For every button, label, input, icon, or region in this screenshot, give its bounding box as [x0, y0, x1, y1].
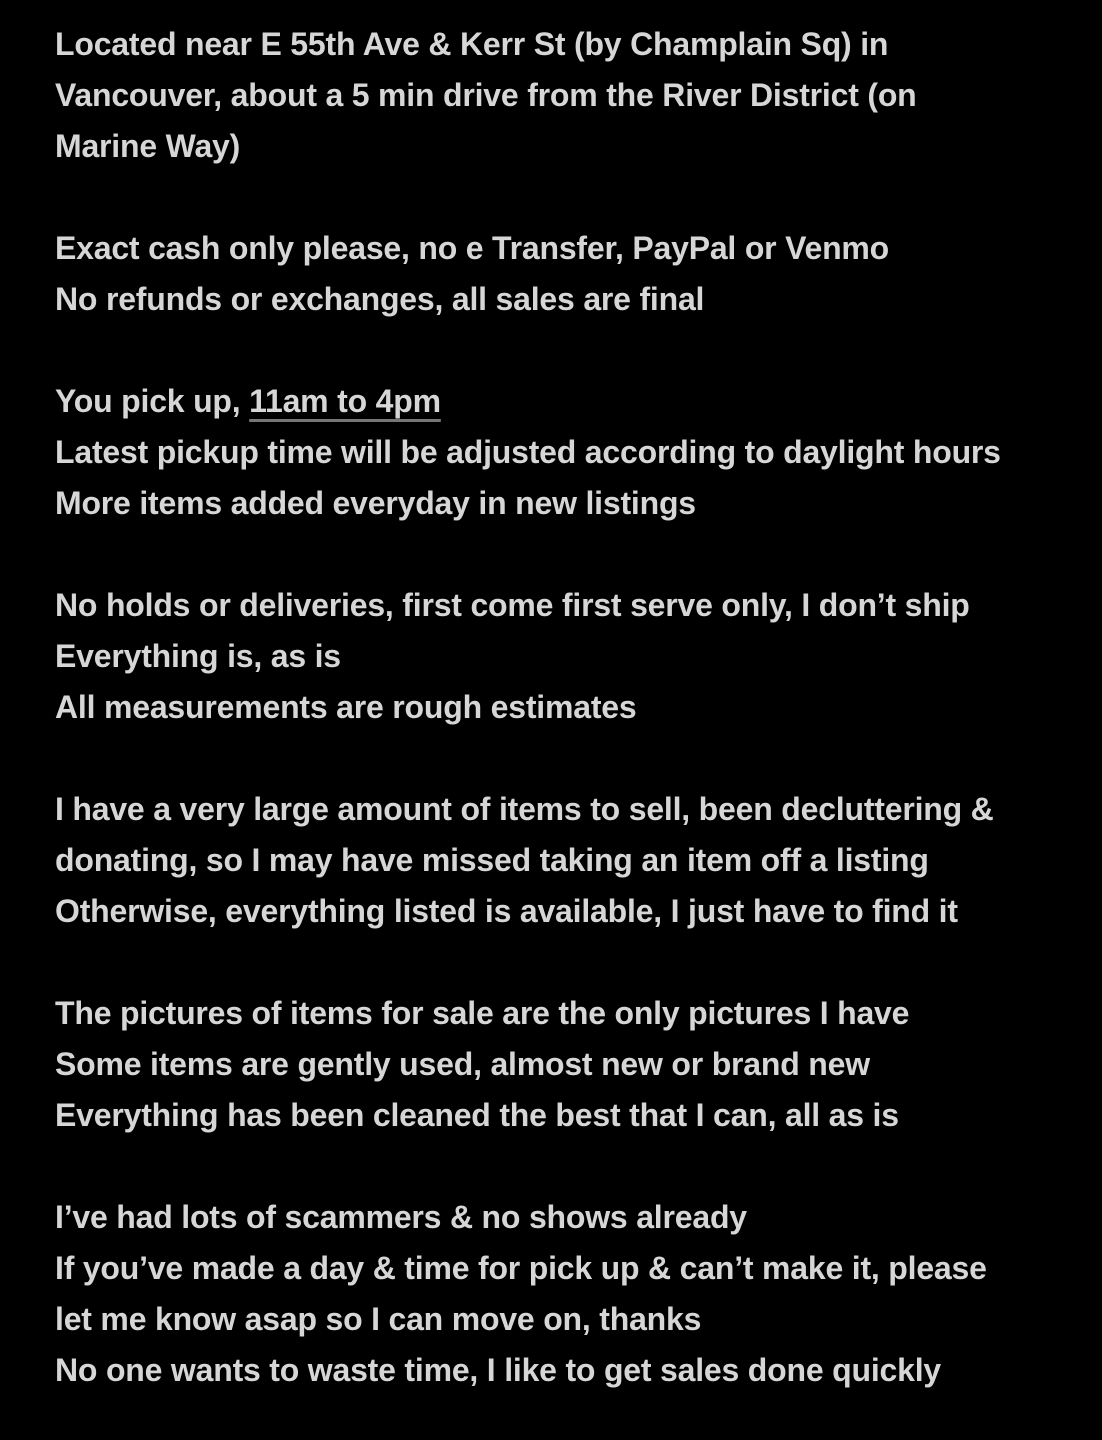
text-segment: Some items are gently used, almost new or brand new	[55, 1046, 870, 1082]
text-line	[55, 682, 1062, 733]
text-segment: Everything is, as is	[55, 638, 341, 674]
text-segment: Vancouver, about a 5 min drive from the River District (on	[55, 77, 917, 113]
paragraph	[55, 223, 1062, 325]
paragraph	[55, 376, 1062, 529]
text-line	[55, 631, 1062, 682]
text-line	[55, 1090, 1062, 1141]
text-segment: No refunds or exchanges, all sales are final	[55, 281, 705, 317]
text-line	[55, 19, 1062, 70]
pickup-hours-underlined-text: 11am to 4pm	[249, 383, 441, 419]
text-segment: No holds or deliveries, first come first serve only, I don’t ship	[55, 587, 970, 623]
text-segment: Otherwise, everything listed is available, I just have to find it	[55, 893, 958, 929]
paragraph	[55, 580, 1062, 733]
text-segment: I have a very large amount of items to sell, been decluttering &	[55, 791, 994, 827]
text-segment: No one wants to waste time, I like to get sales done quickly	[55, 1352, 942, 1388]
text-line	[55, 223, 1062, 274]
text-line	[55, 784, 1062, 835]
text-line	[55, 886, 1062, 937]
text-line	[55, 70, 1062, 121]
text-segment: If you’ve made a day & time for pick up & can’t make it, please	[55, 1250, 987, 1286]
text-line	[55, 988, 1062, 1039]
text-line	[55, 1192, 1062, 1243]
text-segment: The pictures of items for sale are the only pictures I have	[55, 995, 910, 1031]
text-segment: Exact cash only please, no e Transfer, PayPal or Venmo	[55, 230, 890, 266]
text-line	[55, 478, 1062, 529]
text-line	[55, 835, 1062, 886]
text-line	[55, 427, 1062, 478]
text-line	[55, 121, 1062, 172]
text-line	[55, 274, 1062, 325]
paragraph	[55, 19, 1062, 172]
text-line	[55, 376, 1062, 427]
text-segment: Marine Way)	[55, 128, 241, 164]
text-line	[55, 1294, 1062, 1345]
text-segment: Located near E 55th Ave & Kerr St (by Champlain Sq) in	[55, 26, 889, 62]
paragraph	[55, 1192, 1062, 1396]
text-line	[55, 1345, 1062, 1396]
text-line	[55, 1039, 1062, 1090]
paragraph	[55, 988, 1062, 1141]
text-line	[55, 1243, 1062, 1294]
text-line	[55, 580, 1062, 631]
text-segment: Latest pickup time will be adjusted according to daylight hours	[55, 434, 1001, 470]
text-segment: donating, so I may have missed taking an item off a listing	[55, 842, 929, 878]
text-segment: Everything has been cleaned the best that I can, all as is	[55, 1097, 899, 1133]
paragraph	[55, 784, 1062, 937]
text-segment: All measurements are rough estimates	[55, 689, 637, 725]
text-segment: I’ve had lots of scammers & no shows already	[55, 1199, 747, 1235]
text-segment: More items added everyday in new listings	[55, 485, 696, 521]
text-segment: let me know asap so I can move on, thanks	[55, 1301, 702, 1337]
text-segment: You pick up,	[55, 383, 250, 419]
